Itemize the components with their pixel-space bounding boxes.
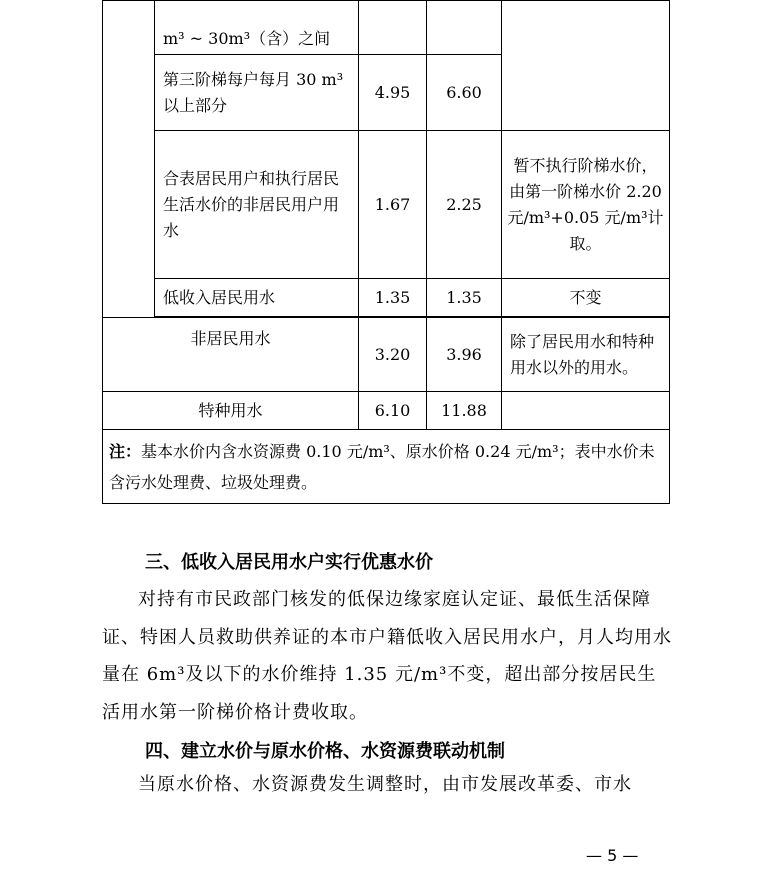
remark-cell: 除了居民用水和特种用水以外的用水。	[502, 318, 670, 392]
item-cell: m³ ~ 30m³（含）之间	[155, 1, 359, 55]
remark-cell: 暂不执行阶梯水价，由第一阶梯水价 2.20 元/m³+0.05 元/m³计取。	[502, 131, 670, 279]
section-paragraph: 对持有市民政部门核发的低保边缘家庭认定证、最低生活保障证、特困人员救助供养证的本市户籍低收入居民用水户，月人均用水量在 6m³及以下的水价维持 1.35 元/m³不变，超出部分按居民生活用水第一阶梯价格计费收取。	[102, 589, 672, 723]
base-price-cell: 6.10	[359, 392, 427, 430]
note-text: 基本水价内含水资源费 0.10 元/m³、原水价格 0.24 元/m³；表中水价未含污水处理费、垃圾处理费。	[109, 441, 655, 492]
price-cell: 6.60	[427, 55, 502, 131]
item-cell: 低收入居民用水	[155, 279, 359, 317]
remark-cell	[502, 392, 670, 430]
section-paragraph: 当原水价格、水资源费发生调整时，由市发展改革委、市水	[138, 774, 632, 795]
table-row	[103, 318, 670, 392]
section-heading: 四、建立水价与原水价格、水资源费联动机制	[145, 741, 505, 762]
base-price-cell: 1.35	[359, 279, 427, 317]
table-note	[103, 430, 670, 504]
base-price-cell	[359, 1, 427, 55]
base-price-cell: 1.67	[359, 131, 427, 279]
item-cell: 非居民用水	[103, 318, 359, 392]
note-label: 注：	[109, 441, 142, 461]
remark-cell: 不变	[502, 279, 670, 317]
base-price-cell: 4.95	[359, 55, 427, 131]
remark-cell	[502, 1, 670, 131]
price-cell	[427, 1, 502, 55]
price-cell: 1.35	[427, 279, 502, 317]
item-cell: 特种用水	[103, 392, 359, 430]
table-row	[103, 131, 670, 279]
base-price-cell: 3.20	[359, 318, 427, 392]
price-cell: 11.88	[427, 392, 502, 430]
table-row	[103, 279, 670, 317]
section-heading: 三、低收入居民用水户实行优惠水价	[145, 552, 433, 573]
price-cell: 2.25	[427, 131, 502, 279]
water-price-table	[102, 0, 670, 504]
table-row	[103, 1, 670, 55]
page-number: — 5 —	[586, 846, 639, 865]
table-row	[103, 392, 670, 430]
price-cell: 3.96	[427, 318, 502, 392]
item-cell: 第三阶梯每户每月 30 m³以上部分	[155, 55, 359, 131]
category-cell	[103, 1, 155, 318]
item-cell: 合表居民用户和执行居民生活水价的非居民用户用水	[155, 131, 359, 279]
table-note-row	[103, 430, 670, 504]
